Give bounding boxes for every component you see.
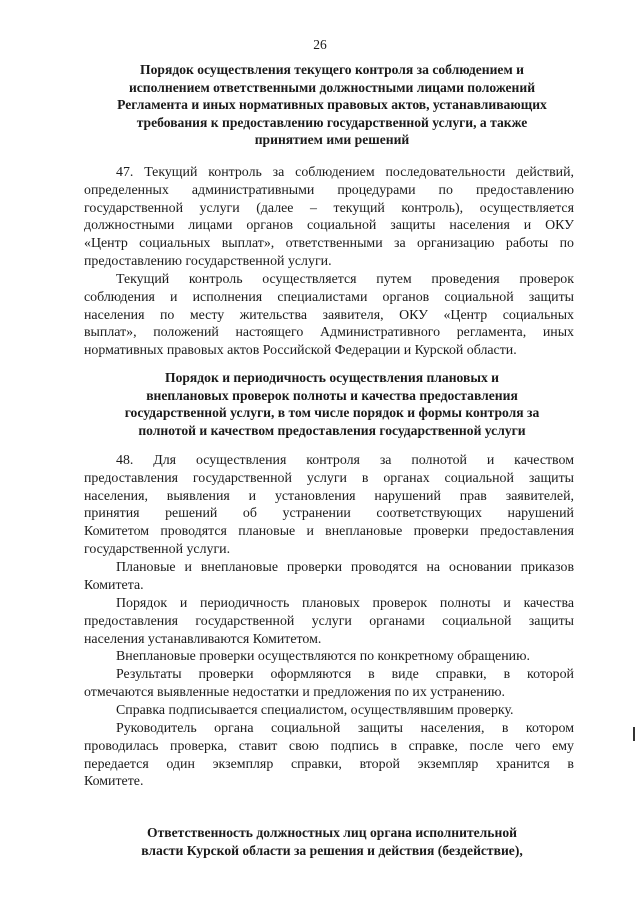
text-line: предоставления государственной услуги органами социальной защиты: [84, 613, 574, 629]
text-line: Результаты проверки оформляются в виде справки, в которой: [116, 667, 574, 682]
text-line: предоставлению государственной услуги.: [84, 253, 332, 269]
text-line: выплат», положений настоящего Административного регламента, иных: [84, 325, 574, 341]
heading-line: внеплановых проверок полноты и качества предоставления: [146, 387, 518, 403]
heading-line: принятием ими решений: [254, 132, 410, 148]
text-line: 48. Для осуществления контроля за полнотой и качеством: [116, 453, 574, 468]
text-line: 47. Текущий контроль за соблюдением последовательности действий,: [116, 165, 574, 180]
heading-line: Порядок и периодичность осуществления плановых и: [165, 370, 499, 385]
text-line: Внеплановые проверки осуществляются по конкретному обращению.: [116, 649, 530, 664]
paragraph-48: [84, 452, 574, 559]
text-line: населения устанавливаются Комитетом.: [84, 631, 322, 647]
text-line: Текущий контроль осуществляется путем проведения проверок: [116, 272, 574, 287]
paragraph-report-signing: [84, 702, 574, 720]
text-line: государственной услуги.: [84, 541, 231, 557]
section-heading-responsibility: [82, 824, 582, 859]
text-line: отмечаются выявленные недостатки и предложения по их устранению.: [84, 684, 506, 700]
paragraph-inspection-results: [84, 666, 574, 702]
text-line: «Центр социальных выплат», ответственными за организацию работы по: [84, 236, 574, 252]
text-line: государственной услуги (далее – текущий контроль), осуществляется: [84, 200, 574, 216]
section-heading-current-control: [82, 61, 582, 149]
text-line: Справка подписывается специалистом, осуществлявшим проверку.: [116, 703, 514, 718]
heading-line: Порядок осуществления текущего контроля за соблюдением и: [140, 62, 524, 77]
text-line: Комитетом проводятся плановые и внеплановые проверки предоставления: [84, 524, 574, 540]
heading-line: государственной услуги, в том числе порядок и формы контроля за: [124, 405, 540, 421]
text-line: населения, выявления и установления нарушений прав заявителей,: [84, 488, 574, 504]
paragraph-unscheduled-inspections: [84, 648, 574, 666]
heading-line: требования к предоставлению государственной услуги, а также: [136, 114, 528, 130]
text-line: Руководитель органа социальной защиты населения, в котором: [116, 721, 574, 736]
text-line: должностными лицами органов социальной защиты населения и ОКУ: [84, 218, 574, 234]
paragraph-inspection-periodicity: [84, 595, 574, 648]
text-line: предоставления государственной услуги в органах социальной защиты: [84, 470, 574, 486]
heading-line: Ответственность должностных лиц органа исполнительной: [147, 825, 517, 840]
heading-line: исполнением ответственными должностными лицами положений: [128, 79, 536, 95]
text-line: передается один экземпляр справки, второй экземпляр хранится в: [84, 756, 574, 772]
page-number: 26: [313, 37, 327, 52]
text-line: нормативных правовых актов Российской Федерации и Курской области.: [84, 343, 517, 359]
paragraph-47: [84, 164, 574, 271]
text-line: Комитета.: [84, 577, 144, 593]
text-line: Порядок и периодичность плановых проверок полноты и качества: [116, 596, 574, 611]
text-line: населения по месту жительства заявителя, ОКУ «Центр социальных: [84, 307, 574, 323]
heading-line: полнотой и качеством предоставления государственной услуги: [138, 422, 526, 438]
heading-line: власти Курской области за решения и действия (бездействие),: [141, 842, 523, 858]
text-line: Плановые и внеплановые проверки проводятся на основании приказов: [116, 560, 574, 575]
heading-line: Регламента и иных нормативных правовых актов, устанавливающих: [117, 97, 547, 113]
paragraph-inspection-orders: [84, 559, 574, 595]
text-line: Комитете.: [84, 774, 144, 790]
section-heading-inspections: [82, 369, 582, 439]
paragraph-current-control-method: [84, 271, 574, 360]
paragraph-head-signature: [84, 720, 574, 791]
text-line: проводилась проверка, ставит свою подпись в справке, после чего ему: [84, 738, 574, 754]
text-line: принятия решений об устранении соответствующих нарушений: [84, 506, 574, 522]
text-line: соблюдения и исполнения специалистами органов социальной защиты: [84, 289, 574, 305]
scan-edge-mark: [633, 727, 635, 741]
text-line: определенных административными процедурами по предоставлению: [84, 182, 574, 198]
